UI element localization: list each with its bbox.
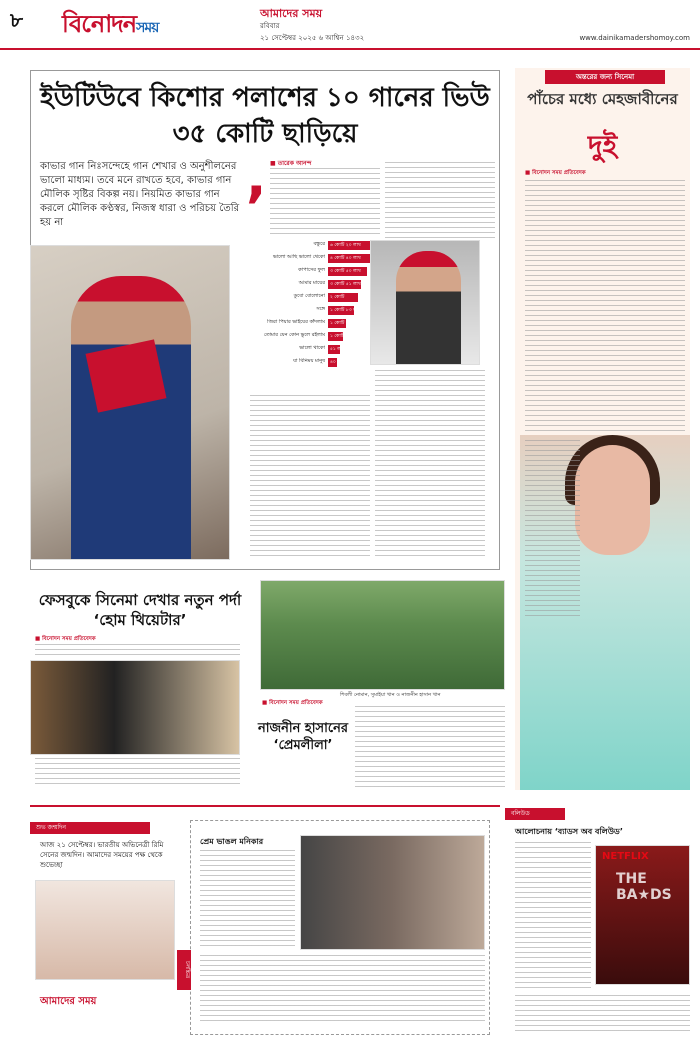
bollywood-text-left [515, 842, 591, 992]
facebook-text-bottom [35, 758, 240, 788]
bar-value-label: ৩ কোটি ৫১ লাখ [330, 281, 361, 287]
bar-category-label: যা বিনিময় মানুষ [293, 358, 325, 364]
bar-value-label: ৪ কোটি ৪০ লাখ [330, 255, 361, 261]
issue-day: রবিবার [260, 22, 280, 30]
bollywood-poster [595, 845, 690, 985]
main-intro-quote: কাভার গান নিঃসন্দেহে গান শেখার ও অনুশীলনের ভালো মাধ্যম। তবে মনে রাখতে হবে, কাভার গান মৌলিক সৃষ্টির বিকল্প নয়। নিয়মিত কাভার গান করলে মৌলিক কণ্ঠস্বর, নিজস্ব ধারা ও পরিচয় তৈরি হয় না [40, 161, 240, 228]
bar [328, 306, 361, 315]
bar [328, 332, 343, 341]
bar-category-label: জিরা পিয়ার ভাইয়ের কাঁদলাম [267, 319, 325, 325]
bar-row [250, 318, 390, 328]
bar-category-label: বন্ধুরে [313, 241, 325, 247]
section-brand [62, 6, 158, 46]
story2-tag: চলচ্চিত্র [177, 950, 191, 990]
right-text-narrow [525, 440, 580, 620]
bar-value-label: ৩ কোটি ৫০ লাখ [330, 268, 361, 274]
right-headline-top: পাঁচের মধ্যে মেহজাবীনের [527, 90, 678, 108]
views-bar-chart [250, 240, 390, 390]
bar-row [250, 279, 390, 289]
page-number: ৮ [10, 8, 23, 32]
singer-small-photo [370, 240, 480, 365]
right-section-tag: অন্তরের জন্য সিনেমা [545, 70, 665, 84]
bar [328, 280, 361, 289]
main-headline: ইউটিউবে কিশোর পলাশের ১০ গানের ভিউ ৩৫ কোটি ছাড়িয়ে [40, 83, 490, 149]
facebook-text-top [35, 644, 240, 658]
bar-row [250, 344, 390, 354]
issue-date: ২১ সেপ্টেম্বর ২০২৫ ৬ আশ্বিন ১৪৩২ [260, 34, 365, 42]
bar-value-label: ৪০ লাখ [330, 359, 345, 365]
main-text-column-3 [250, 395, 370, 560]
bar [328, 345, 345, 354]
bar-row [250, 266, 390, 276]
bollywood-text-bottom [515, 995, 690, 1035]
actress-face [575, 445, 650, 555]
main-text-column-2 [385, 162, 495, 238]
bar-row [250, 292, 390, 302]
bar-row [250, 253, 390, 263]
right-text-block [525, 180, 685, 435]
birthday-photo [35, 880, 175, 980]
bar-category-label: তোমার যেন কোন ভুলে রইলাম [263, 332, 325, 338]
bar-category-label: আমার মায়ের [298, 280, 325, 286]
bar-row [250, 305, 390, 315]
film-headline: নাজনীন হাসানের ‘প্রেমলীলা’ [258, 721, 349, 753]
birthday-text: আজ ২১ সেপ্টেম্বর। ভারতীয় অভিনেত্রী রিমি সেনের জন্মদিন। আমাদের সময়ের পক্ষ থেকে শুভেচ্ছা [40, 841, 164, 869]
singer-figure [71, 276, 191, 560]
birthday-tag: শুভ জন্মদিন [30, 822, 150, 834]
quote-mark-icon: , [246, 146, 267, 209]
bar-value-label: ২ কোটি [330, 294, 345, 300]
poster-title: THE BA★DS [616, 871, 672, 903]
bar [328, 293, 358, 302]
story2-headline: প্রেম ভাঙল মনিকার [200, 837, 264, 846]
bar-row [250, 331, 390, 341]
bar-category-label: ডুবো বোলোনো [293, 293, 325, 299]
main-text-column-4 [375, 370, 485, 560]
film-poster-photo [30, 660, 240, 755]
story2-text-left [200, 850, 295, 950]
bar [328, 358, 345, 367]
bar-category-label: কাপাসের ফুল [298, 267, 325, 273]
netflix-logo: NETFLIX [602, 851, 649, 862]
bar-category-label: সঙ্গে [316, 306, 325, 312]
cast-group-photo [260, 580, 505, 690]
bar-row [250, 357, 390, 367]
bar-value-label: ১ কোটি [330, 333, 345, 339]
bar [328, 319, 358, 328]
bar-value-label: ৬ কোটি ২০ লাখ [330, 242, 361, 248]
bar [328, 254, 376, 263]
right-byline: ■ বিনোদন সময় প্রতিবেদক [525, 170, 586, 176]
section-divider [30, 805, 500, 807]
bollywood-headline: আলোচনায় ‘ব্যাডস অব বলিউড’ [515, 827, 623, 836]
footer-brand: আমাদের সময় [40, 996, 97, 1007]
bar-category-label: ভালো আছি ভালো থেকো [272, 254, 325, 260]
singer-figure-small [396, 251, 461, 365]
bar-value-label: ১ কোটি ৩ লাখ [330, 320, 358, 326]
paper-name: আমাদের সময় [260, 7, 323, 20]
right-headline-main: দুই [587, 129, 618, 162]
facebook-headline: ফেসবুকে সিনেমা দেখার নতুন পর্দা ‘হোম থিয়েটার’ [38, 591, 242, 629]
cast-photo-caption: শিবলী নোমান, সুমাইয়া খান ও নাজনীন হাসান খান [340, 692, 441, 698]
bar-value-label: ৫১ লাখ [330, 346, 345, 352]
brand-suffix: সময় [136, 20, 159, 36]
film-byline: ■ বিনোদন সময় প্রতিবেদক [262, 700, 323, 706]
bar [328, 267, 367, 276]
story2-photo [300, 835, 485, 950]
main-byline: ■ তারেক আনন্দ [270, 160, 312, 167]
film-text-block [355, 706, 505, 790]
bar-row [250, 240, 390, 250]
website-link[interactable]: www.dainikamadershomoy.com [579, 34, 690, 42]
main-text-column-1 [270, 168, 380, 238]
bar-value-label: ১ কোটি ৮৩ লাখ [330, 307, 361, 313]
story2-text-bottom [200, 955, 485, 1025]
brand-name: বিনোদন [62, 9, 137, 38]
bar-category-label: ভালো থাকো [299, 345, 325, 351]
bollywood-tag: বলিউড [505, 808, 565, 820]
singer-main-photo [30, 245, 230, 560]
facebook-byline: ■ বিনোদন সময় প্রতিবেদক [35, 636, 96, 642]
